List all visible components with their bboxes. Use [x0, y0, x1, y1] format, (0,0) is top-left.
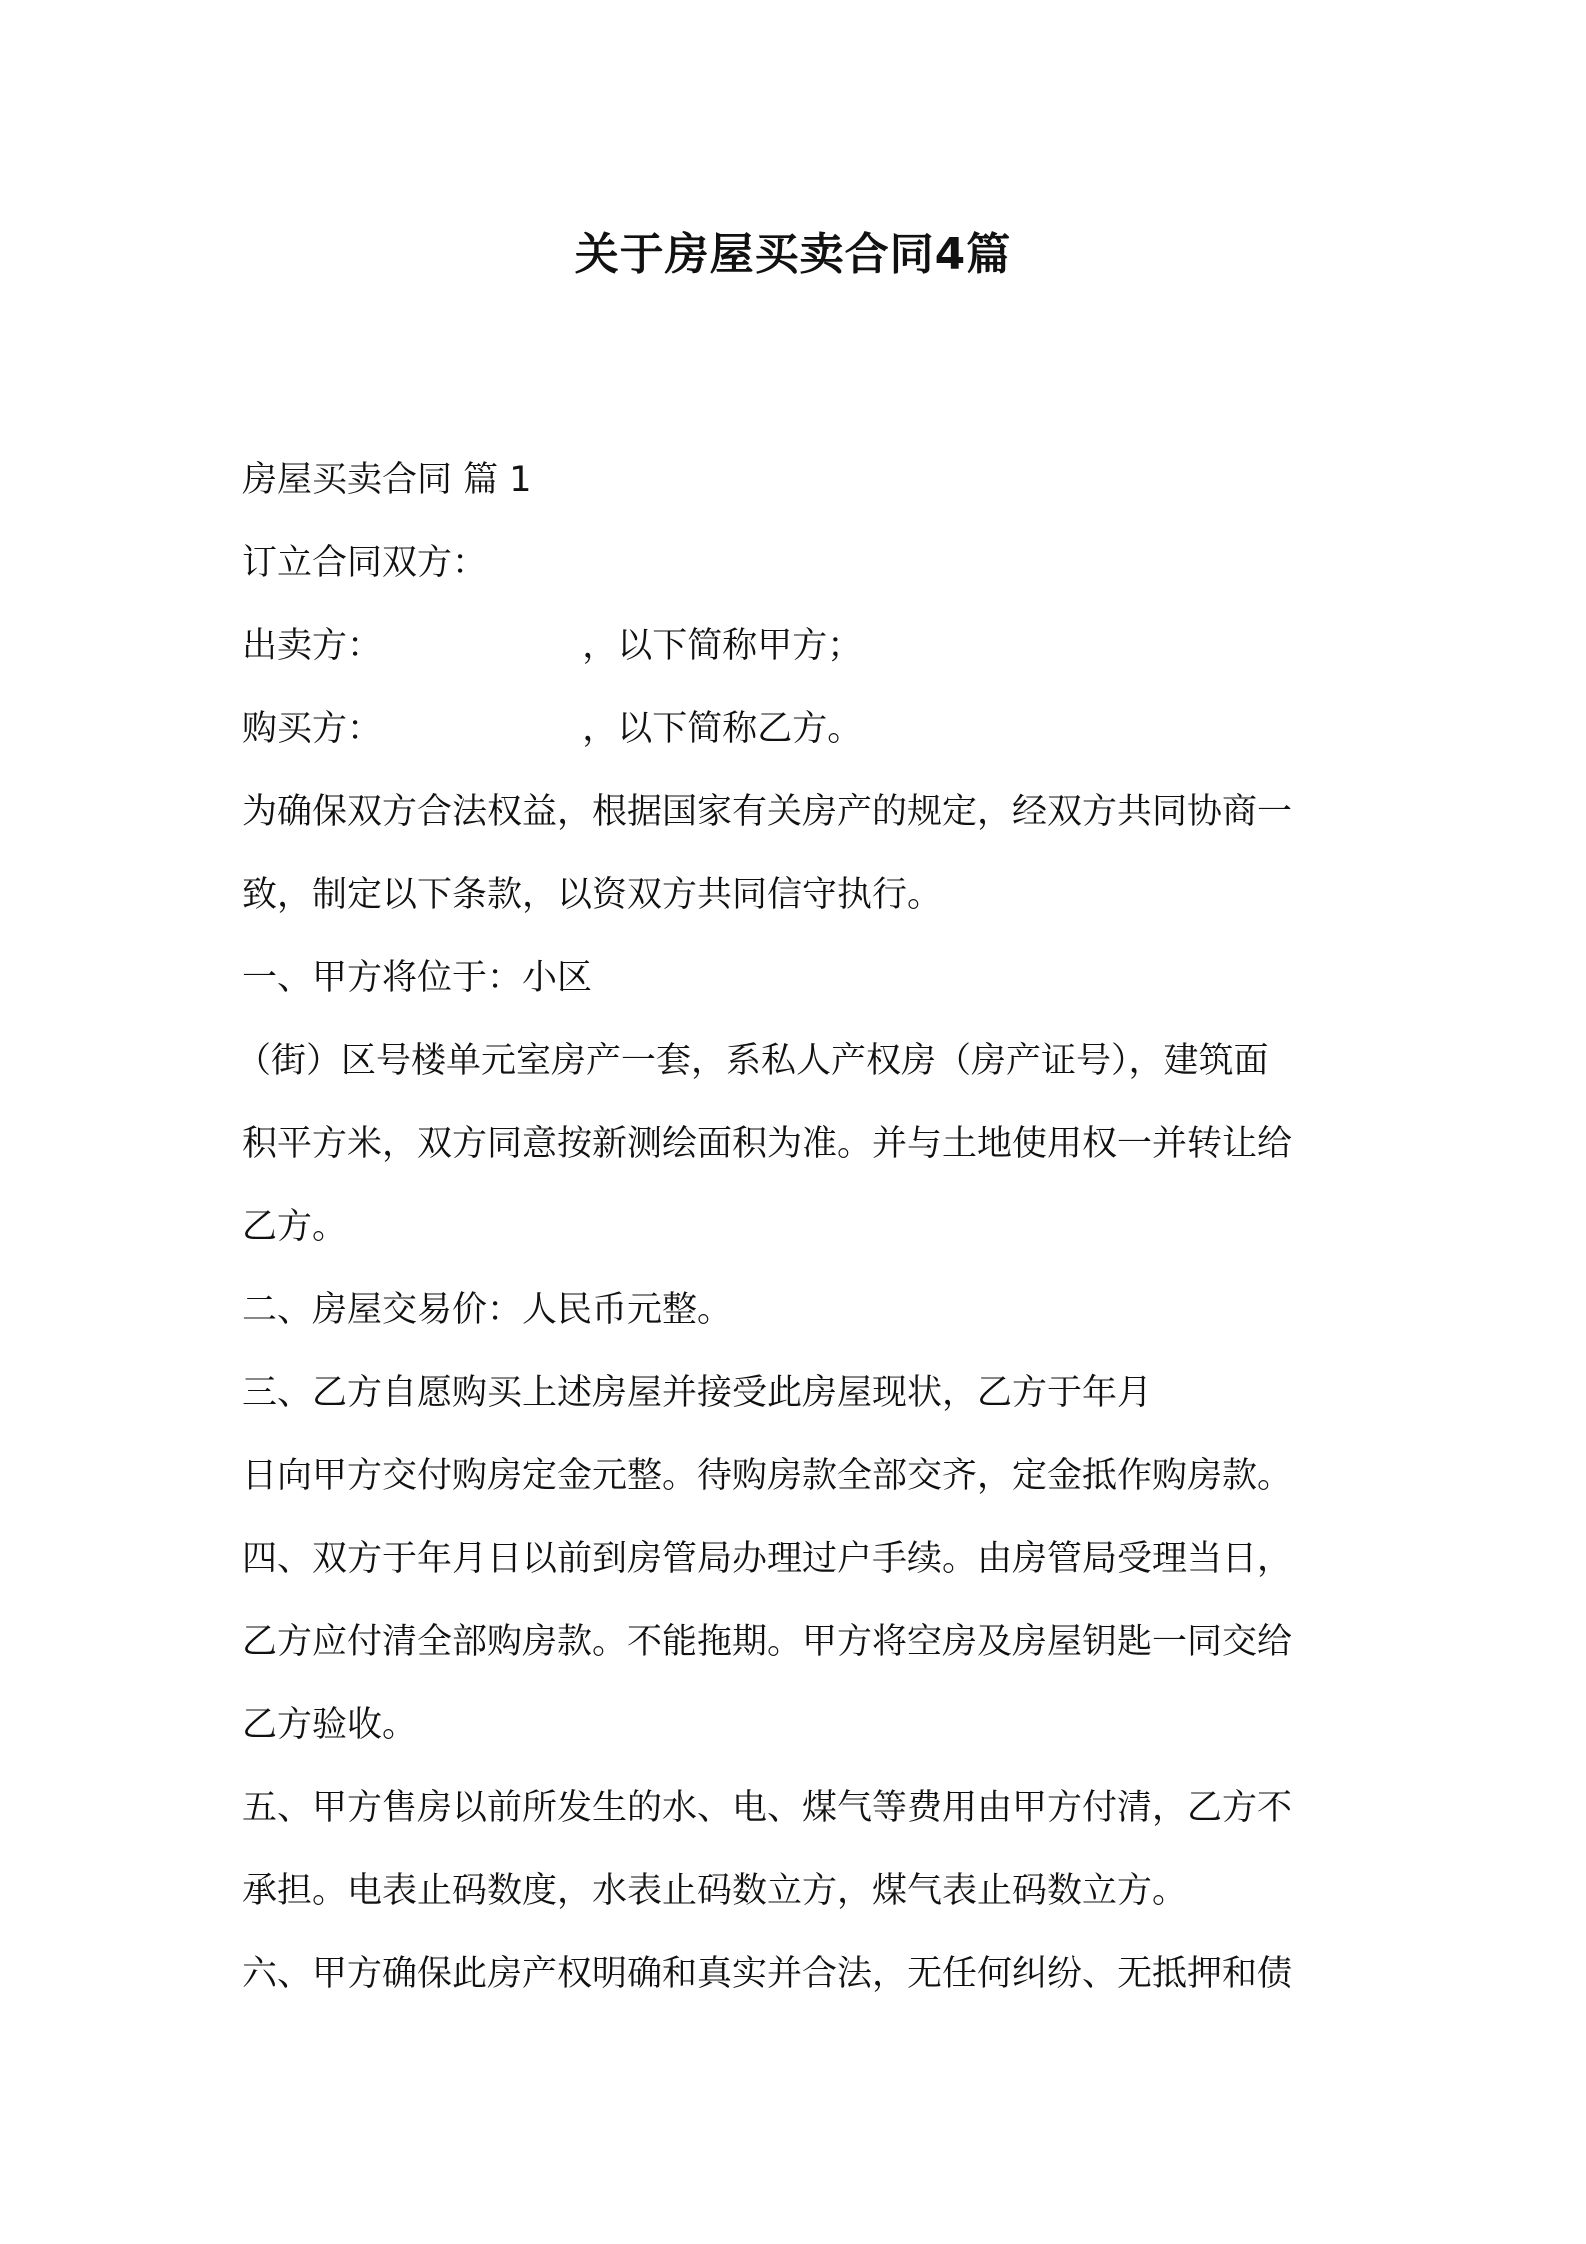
document-title: 关于房屋买卖合同4篇 — [574, 229, 1012, 280]
paragraph-line: 购买方： ，以下简称乙方。 — [242, 709, 863, 749]
paragraph-line: 乙方。 — [242, 1207, 348, 1247]
section-heading: 房屋买卖合同 篇 1 — [242, 460, 532, 500]
paragraph-line: 致，制定以下条款，以资双方共同信守执行。 — [242, 875, 943, 915]
paragraph-line: 一、甲方将位于：小区 — [242, 958, 593, 998]
paragraph-line: 积平方米，双方同意按新测绘面积为准。并与土地使用权一并转让给 — [242, 1124, 1293, 1164]
paragraph-line: 三、乙方自愿购买上述房屋并接受此房屋现状，乙方于年月 — [242, 1373, 1153, 1413]
paragraph-line: 乙方应付清全部购房款。不能拖期。甲方将空房及房屋钥匙一同交给 — [242, 1622, 1293, 1662]
paragraph-line: 二、房屋交易价：人民币元整。 — [242, 1290, 733, 1330]
paragraph-line: 出卖方： ，以下简称甲方； — [242, 626, 863, 666]
paragraph-line: 订立合同双方： — [242, 543, 488, 583]
paragraph-line: 五、甲方售房以前所发生的水、电、煤气等费用由甲方付清，乙方不 — [242, 1788, 1293, 1828]
paragraph-line: 日向甲方交付购房定金元整。待购房款全部交齐，定金抵作购房款。 — [242, 1456, 1293, 1496]
paragraph-line: （街）区号楼单元室房产一套，系私人产权房（房产证号），建筑面 — [236, 1041, 1269, 1081]
paragraph-line: 乙方验收。 — [242, 1705, 418, 1745]
paragraph-line: 四、双方于年月日以前到房管局办理过户手续。由房管局受理当日， — [242, 1539, 1293, 1579]
paragraph-line: 为确保双方合法权益，根据国家有关房产的规定，经双方共同协商一 — [242, 792, 1293, 832]
paragraph-line: 六、甲方确保此房产权明确和真实并合法，无任何纠纷、无抵押和债 — [242, 1954, 1293, 1994]
paragraph-line: 承担。电表止码数度，水表止码数立方，煤气表止码数立方。 — [242, 1871, 1188, 1911]
